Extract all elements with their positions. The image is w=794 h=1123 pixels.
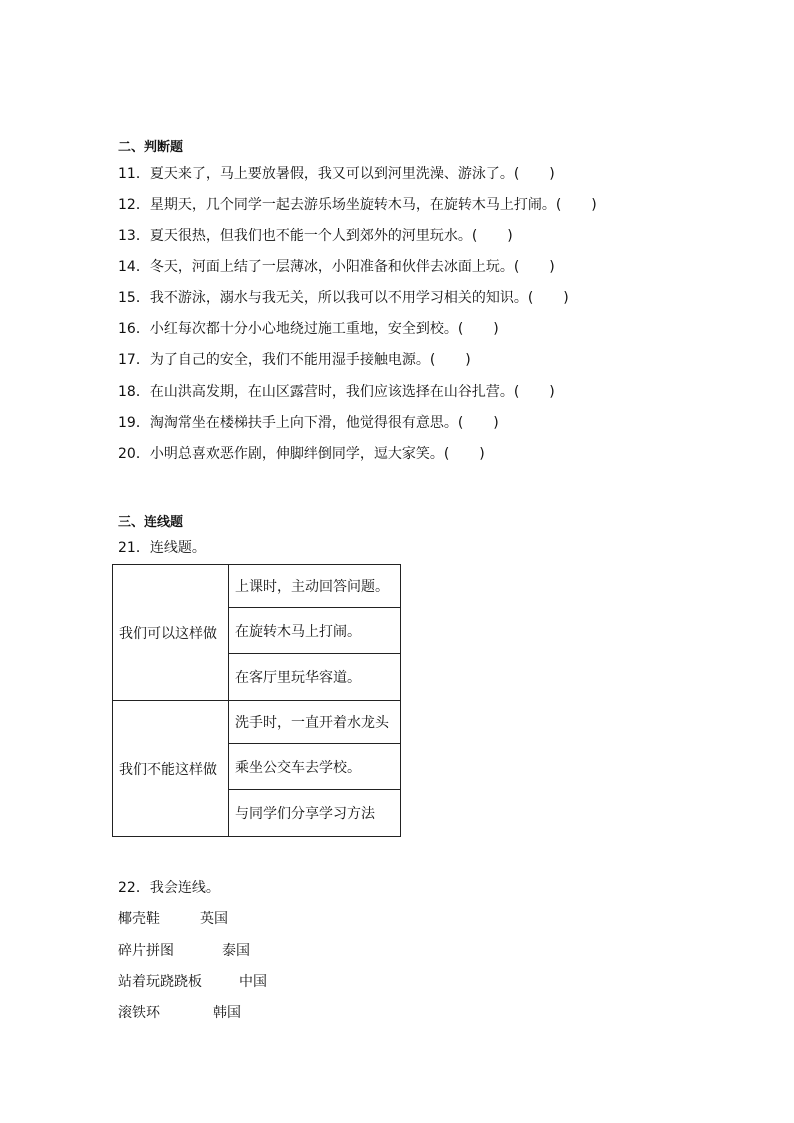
pair-right-item[interactable]: 韩国 <box>213 1005 241 1021</box>
question-text: 为了自己的安全，我们不能用湿手接触电源。( <box>149 352 436 368</box>
question-text: 在山洪高发期，在山区露营时，我们应该选择在山谷扎营。( <box>149 384 520 400</box>
close-paren: ) <box>507 228 513 244</box>
question-16 <box>118 319 499 339</box>
question-text: 夏天很热，但我们也不能一个人到郊外的河里玩水。( <box>149 228 478 244</box>
section-title-judgement: 二、判断题 <box>118 140 184 155</box>
question-text: 小红每次都十分小心地绕过施工重地，安全到校。( <box>149 321 464 337</box>
close-paren: ) <box>479 446 485 462</box>
pair-row <box>118 1003 241 1023</box>
question-number: 20． <box>118 446 150 462</box>
match-item[interactable]: 乘坐公交车去学校。 <box>229 744 401 790</box>
section-title-matching: 三、连线题 <box>118 515 184 530</box>
close-paren: ) <box>549 384 555 400</box>
pair-row <box>118 941 250 961</box>
question-text: 我不游泳，溺水与我无关，所以我可以不用学习相关的知识。( <box>149 290 534 306</box>
pair-left-item[interactable]: 站着玩跷跷板 <box>118 974 202 990</box>
pair-left-item[interactable]: 碎片拼图 <box>118 943 174 959</box>
question-number: 16． <box>118 321 150 337</box>
close-paren: ) <box>493 321 499 337</box>
question-text: 夏天来了，马上要放暑假，我又可以到河里洗澡、游泳了。( <box>149 166 520 182</box>
question-number: 13． <box>118 228 150 244</box>
match-item[interactable]: 洗手时，一直开着水龙头 <box>229 701 401 744</box>
question-15 <box>118 288 569 308</box>
close-paren: ) <box>563 290 569 306</box>
matching-table <box>112 564 401 837</box>
question-number: 17． <box>118 352 150 368</box>
match-item[interactable]: 与同学们分享学习方法 <box>229 790 401 837</box>
close-paren: ) <box>591 197 597 213</box>
question-19 <box>118 413 499 433</box>
question-text: 淘淘常坐在楼梯扶手上向下滑，他觉得很有意思。( <box>149 415 464 431</box>
question-12 <box>118 195 597 215</box>
question-20 <box>118 444 485 464</box>
question-22-prompt: 22．我会连线。 <box>118 880 220 896</box>
question-17 <box>118 350 471 370</box>
group-label-can-do: 我们可以这样做 <box>113 565 229 701</box>
match-item[interactable]: 在旋转木马上打闹。 <box>229 608 401 654</box>
question-18 <box>118 382 555 402</box>
group-label-cannot-do: 我们不能这样做 <box>113 701 229 837</box>
pair-right-item[interactable]: 中国 <box>239 974 267 990</box>
question-text: 小明总喜欢恶作剧，伸脚绊倒同学，逗大家笑。( <box>149 446 450 462</box>
pair-left-item[interactable]: 滚铁环 <box>118 1005 160 1021</box>
question-number: 18． <box>118 384 150 400</box>
pair-row <box>118 909 228 929</box>
close-paren: ) <box>549 259 555 275</box>
question-number: 19． <box>118 415 150 431</box>
question-text: 星期天，几个同学一起去游乐场坐旋转木马，在旋转木马上打闹。( <box>149 197 562 213</box>
pair-right-item[interactable]: 英国 <box>200 911 228 927</box>
question-number: 11． <box>118 166 150 182</box>
question-13 <box>118 226 513 246</box>
question-21-prompt: 21．连线题。 <box>118 540 206 556</box>
pair-left-item[interactable]: 椰壳鞋 <box>118 911 160 927</box>
match-item[interactable]: 上课时，主动回答问题。 <box>229 565 401 608</box>
pair-right-item[interactable]: 泰国 <box>222 943 250 959</box>
question-14 <box>118 257 555 277</box>
close-paren: ) <box>465 352 471 368</box>
pair-row <box>118 972 267 992</box>
question-text: 冬天，河面上结了一层薄冰，小阳准备和伙伴去冰面上玩。( <box>149 259 520 275</box>
question-number: 14． <box>118 259 150 275</box>
question-number: 15． <box>118 290 150 306</box>
question-11 <box>118 164 555 184</box>
question-number: 12． <box>118 197 150 213</box>
match-item[interactable]: 在客厅里玩华容道。 <box>229 654 401 701</box>
close-paren: ) <box>493 415 499 431</box>
close-paren: ) <box>549 166 555 182</box>
